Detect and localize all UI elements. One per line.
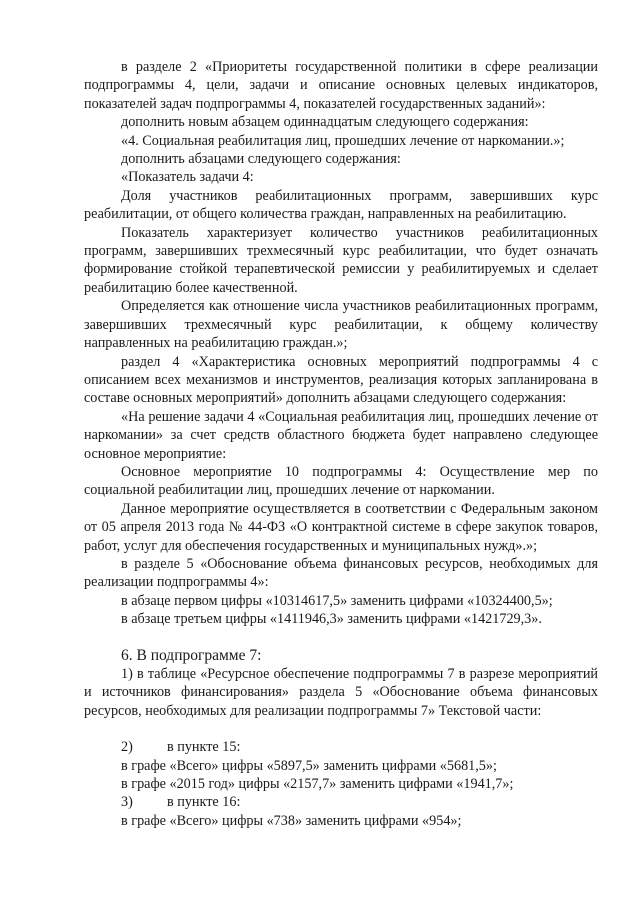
paragraph: в графе «Всего» цифры «5897,5» заменить цифрами «5681,5»; — [121, 757, 497, 774]
paragraph: дополнить новым абзацем одиннадцатым следующего содержания: — [121, 114, 529, 131]
paragraph: раздел 4 «Характеристика основных мероприятий подпрограммы 4 с описанием всех механизмов и инструментов, реализация которых запланирована в составе основных мероприятий» дополнить абзацами следующего содержания: — [84, 353, 598, 407]
paragraph: «4. Социальная реабилитация лиц, прошедших лечение от наркомании.»; — [121, 132, 565, 149]
item-number: 3) — [121, 794, 133, 811]
paragraph: Показатель характеризует количество участников реабилитационных программ, завершивших трехмесячный курс реабилитации, что будет означать формирование стойкой терапевтической ремиссии у реабилитируемых и сделает реабилитацию более качественной. — [84, 224, 598, 296]
paragraph: дополнить абзацами следующего содержания: — [121, 151, 401, 168]
paragraph: в разделе 5 «Обоснование объема финансовых ресурсов, необходимых для реализации подпрограммы 4»: — [84, 555, 598, 591]
paragraph: Доля участников реабилитационных программ, завершивших курс реабилитации, от общего количества граждан, направленных на реабилитацию. — [84, 187, 598, 223]
paragraph: в абзаце первом цифры «10314617,5» заменить цифрами «10324400,5»; — [121, 592, 553, 609]
numbered-item — [121, 738, 598, 756]
section-heading: 6. В подпрограмме 7: — [121, 646, 262, 664]
item-text: в пункте 16: — [167, 794, 241, 811]
numbered-item — [121, 793, 598, 811]
paragraph: 1) в таблице «Ресурсное обеспечение подпрограммы 7 в разрезе мероприятий и источников финансирования» раздела 5 «Обоснование объема финансовых ресурсов, необходимых для реализации подпрограммы 7» Текстовой части: — [84, 666, 598, 719]
paragraph: в разделе 2 «Приоритеты государственной политики в сфере реализации подпрограммы 4, цели, задачи и описание основных целевых индикаторов, показателей задач подпрограммы 4, показателей государственных заданий»: — [84, 59, 598, 112]
item-number: 2) — [121, 739, 133, 756]
paragraph: Определяется как отношение числа участников реабилитационных программ, завершивших трехмесячный курс реабилитации, к общему количеству направленных на реабилитацию граждан.»; — [84, 298, 598, 352]
paragraph: Основное мероприятие 10 подпрограммы 4: Осуществление мер по социальной реабилитации лиц, прошедших лечение от наркомании. — [84, 463, 598, 499]
paragraph: «Показатель задачи 4: — [121, 169, 254, 186]
paragraph: в абзаце третьем цифры «1411946,3» заменить цифрами «1421729,3». — [121, 611, 542, 628]
document-page — [84, 58, 598, 830]
paragraph: Данное мероприятие осуществляется в соответствии с Федеральным законом от 05 апреля 2013 года № 44-ФЗ «О контрактной системе в сфере закупок товаров, работ, услуг для обеспечения государственных и муниципальных нужд».»; — [84, 500, 598, 554]
paragraph: «На решение задачи 4 «Социальная реабилитация лиц, прошедших лечение от наркомании» за счет средств областного бюджета будет направлено следующее основное мероприятие: — [84, 408, 598, 462]
paragraph: в графе «2015 год» цифры «2157,7» заменить цифрами «1941,7»; — [121, 776, 514, 793]
paragraph: в графе «Всего» цифры «738» заменить цифрами «954»; — [121, 812, 462, 829]
item-text: в пункте 15: — [167, 739, 241, 756]
